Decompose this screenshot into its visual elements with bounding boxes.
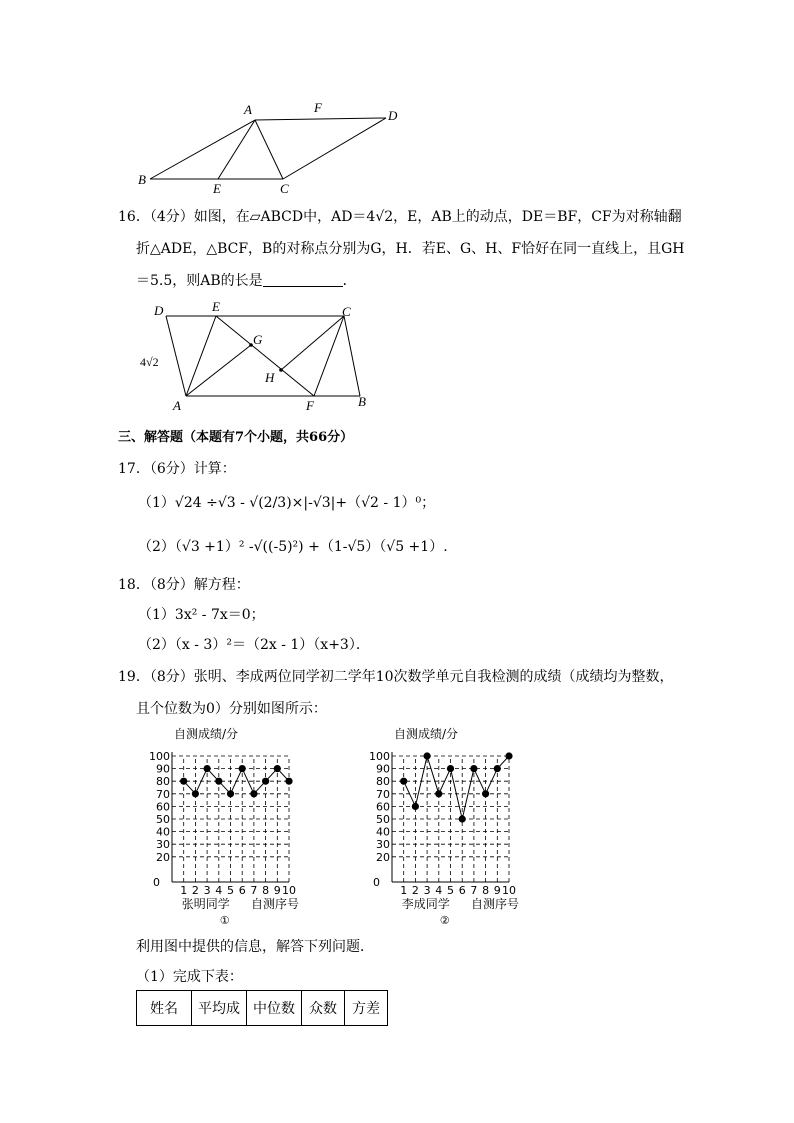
- q17-title: 17．（6分）计算：: [118, 461, 236, 477]
- data-point-10: [505, 752, 512, 759]
- q19-sub1: （1）完成下表：: [136, 969, 243, 985]
- score-table: [136, 990, 388, 1026]
- data-point-9: [274, 765, 281, 772]
- q19-line2: 且个位数为0）分别如图所示：: [136, 701, 327, 717]
- q19-line1: 19．（8分）张明、李成两位同学初二学年10次数学单元自我检测的成绩（成绩均为整数，: [118, 669, 674, 685]
- label-D: D: [388, 108, 398, 123]
- table-header-variance: 方差: [345, 991, 388, 1026]
- y-tick-label: 50: [156, 813, 170, 826]
- data-point-5: [447, 765, 454, 772]
- label-C: C: [280, 181, 289, 196]
- data-point-9: [494, 765, 501, 772]
- x-tick-label: 5: [227, 884, 234, 897]
- q19-intro: 利用图中提供的信息，解答下列问题．: [136, 939, 374, 955]
- seg-C-B: [344, 316, 360, 396]
- data-point-4: [215, 778, 222, 785]
- label-F: F: [306, 398, 314, 413]
- seg-F-C: [314, 316, 344, 396]
- x-tick-label: 5: [447, 884, 454, 897]
- y-tick-label: 50: [376, 813, 390, 826]
- label-A: A: [244, 102, 252, 117]
- table-header-name: 姓名: [137, 991, 192, 1026]
- x-tick-label: 7: [250, 884, 258, 897]
- chart-zhangming: [140, 722, 320, 924]
- data-point-5: [227, 790, 234, 797]
- data-point-6: [239, 765, 246, 772]
- y-tick-label: 60: [376, 800, 390, 814]
- y-tick-label: 40: [376, 825, 390, 839]
- data-point-3: [204, 765, 211, 772]
- data-point-2: [412, 803, 419, 810]
- x-tick-label: 2: [411, 884, 419, 897]
- x-tick-label: 10: [282, 884, 296, 897]
- y-tick-label: 70: [156, 787, 170, 801]
- label-H: H: [265, 370, 275, 385]
- label-C: C: [342, 304, 351, 319]
- seg-B-D-top: [150, 120, 255, 179]
- q16-line1: 16．（4分）如图，在▱ABCD中，AD＝4√2，E，AB上的动点，DE＝BF，CF为对称轴翻: [118, 209, 682, 225]
- origin-label: 0: [373, 876, 380, 889]
- x-tick-label: 1: [180, 884, 188, 897]
- y-tick-label: 90: [376, 762, 390, 776]
- label-E: E: [213, 181, 221, 196]
- chart-caption: ②: [439, 914, 450, 924]
- label-B: B: [138, 172, 146, 187]
- y-tick-label: 70: [376, 787, 390, 801]
- y-tick-label: 80: [156, 775, 170, 789]
- data-point-8: [482, 790, 489, 797]
- figure-q15: [120, 98, 410, 198]
- label-F: F: [314, 100, 322, 115]
- data-point-1: [400, 778, 407, 785]
- seg-A-C: [255, 120, 283, 179]
- x-axis-title: 自测序号: [470, 897, 519, 911]
- data-point-6: [459, 815, 466, 822]
- y-tick-label: 30: [376, 838, 390, 852]
- y-tick-label: 30: [156, 838, 170, 852]
- answer-blank[interactable]: [263, 272, 343, 287]
- y-axis-title: 自测成绩/分: [394, 727, 459, 741]
- data-point-1: [180, 778, 187, 785]
- y-tick-label: 90: [156, 762, 170, 776]
- y-tick-label: 40: [156, 825, 170, 839]
- x-tick-label: 3: [423, 884, 431, 897]
- series-line: [404, 756, 509, 819]
- x-tick-label: 6: [458, 884, 466, 897]
- y-tick-label: 100: [149, 750, 170, 763]
- q16-line3-text: ＝5.5，则AB的长是: [136, 273, 263, 289]
- label-G: G: [253, 332, 263, 347]
- y-tick-label: 100: [369, 750, 390, 763]
- x-tick-label: 10: [502, 884, 516, 897]
- x-tick-label: 9: [493, 884, 501, 897]
- seg-A-E: [218, 120, 255, 179]
- student-name-label: 李成同学: [401, 897, 450, 911]
- x-tick-label: 8: [262, 884, 270, 897]
- table-header-mean: 平均成: [192, 991, 247, 1026]
- chart-caption: ①: [219, 914, 230, 924]
- point-H: [279, 368, 283, 372]
- data-point-4: [435, 790, 442, 797]
- q16-line3: [136, 270, 357, 290]
- y-axis-title: 自测成绩/分: [174, 727, 239, 741]
- seg-C-D: [283, 118, 386, 179]
- x-tick-label: 1: [400, 884, 408, 897]
- y-tick-label: 60: [156, 800, 170, 814]
- data-point-3: [424, 752, 431, 759]
- data-point-7: [470, 765, 477, 772]
- data-point-2: [192, 790, 199, 797]
- seg-A-D: [255, 118, 386, 120]
- y-tick-label: 20: [156, 850, 170, 864]
- chart-licheng: [360, 722, 560, 924]
- label-side-AD: 4√2: [140, 355, 159, 369]
- seg-D-A: [166, 316, 186, 396]
- data-point-10: [285, 778, 292, 785]
- y-tick-label: 80: [376, 775, 390, 789]
- q18-title: 18．（8分）解方程：: [118, 577, 250, 593]
- x-tick-label: 4: [215, 884, 223, 897]
- table-row: [137, 991, 388, 1026]
- x-tick-label: 7: [470, 884, 478, 897]
- label-D: D: [154, 303, 164, 318]
- q16-line2: 折△ADE，△BCF，B的对称点分别为G，H．若E、G、H、F恰好在同一直线上，且GH: [136, 241, 685, 257]
- x-tick-label: 6: [238, 884, 246, 897]
- table-header-median: 中位数: [247, 991, 302, 1026]
- x-tick-label: 8: [482, 884, 490, 897]
- label-E: E: [212, 299, 220, 314]
- student-name-label: 张明同学: [181, 897, 230, 911]
- q18-part2: （2）（x - 3）²＝（2x - 1）（x+3）．: [138, 637, 370, 653]
- label-B: B: [358, 394, 366, 409]
- q16-line3-end: ．: [342, 273, 357, 289]
- section-3-heading: 三、解答题（本题有7个小题，共66分）: [118, 430, 354, 445]
- seg-H-C: [281, 316, 344, 370]
- x-tick-label: 4: [435, 884, 443, 897]
- data-point-7: [250, 790, 257, 797]
- x-tick-label: 9: [273, 884, 281, 897]
- figure-q16: [136, 298, 376, 418]
- x-tick-label: 3: [203, 884, 211, 897]
- x-tick-label: 2: [191, 884, 199, 897]
- q17-part1: （1）√24 ÷√3 - √(2/3)×|-√3|+（√2 - 1）⁰；: [138, 495, 436, 511]
- q17-part2: （2）（√3 +1）² -√((-5)²) +（1-√5）（√5 +1）.: [138, 539, 448, 555]
- q18-part1: （1）3x² - 7x＝0；: [138, 607, 265, 623]
- data-point-8: [262, 778, 269, 785]
- label-A: A: [173, 398, 181, 413]
- x-axis-title: 自测序号: [250, 897, 299, 911]
- y-tick-label: 20: [376, 850, 390, 864]
- origin-label: 0: [153, 876, 160, 889]
- table-header-mode: 众数: [302, 991, 345, 1026]
